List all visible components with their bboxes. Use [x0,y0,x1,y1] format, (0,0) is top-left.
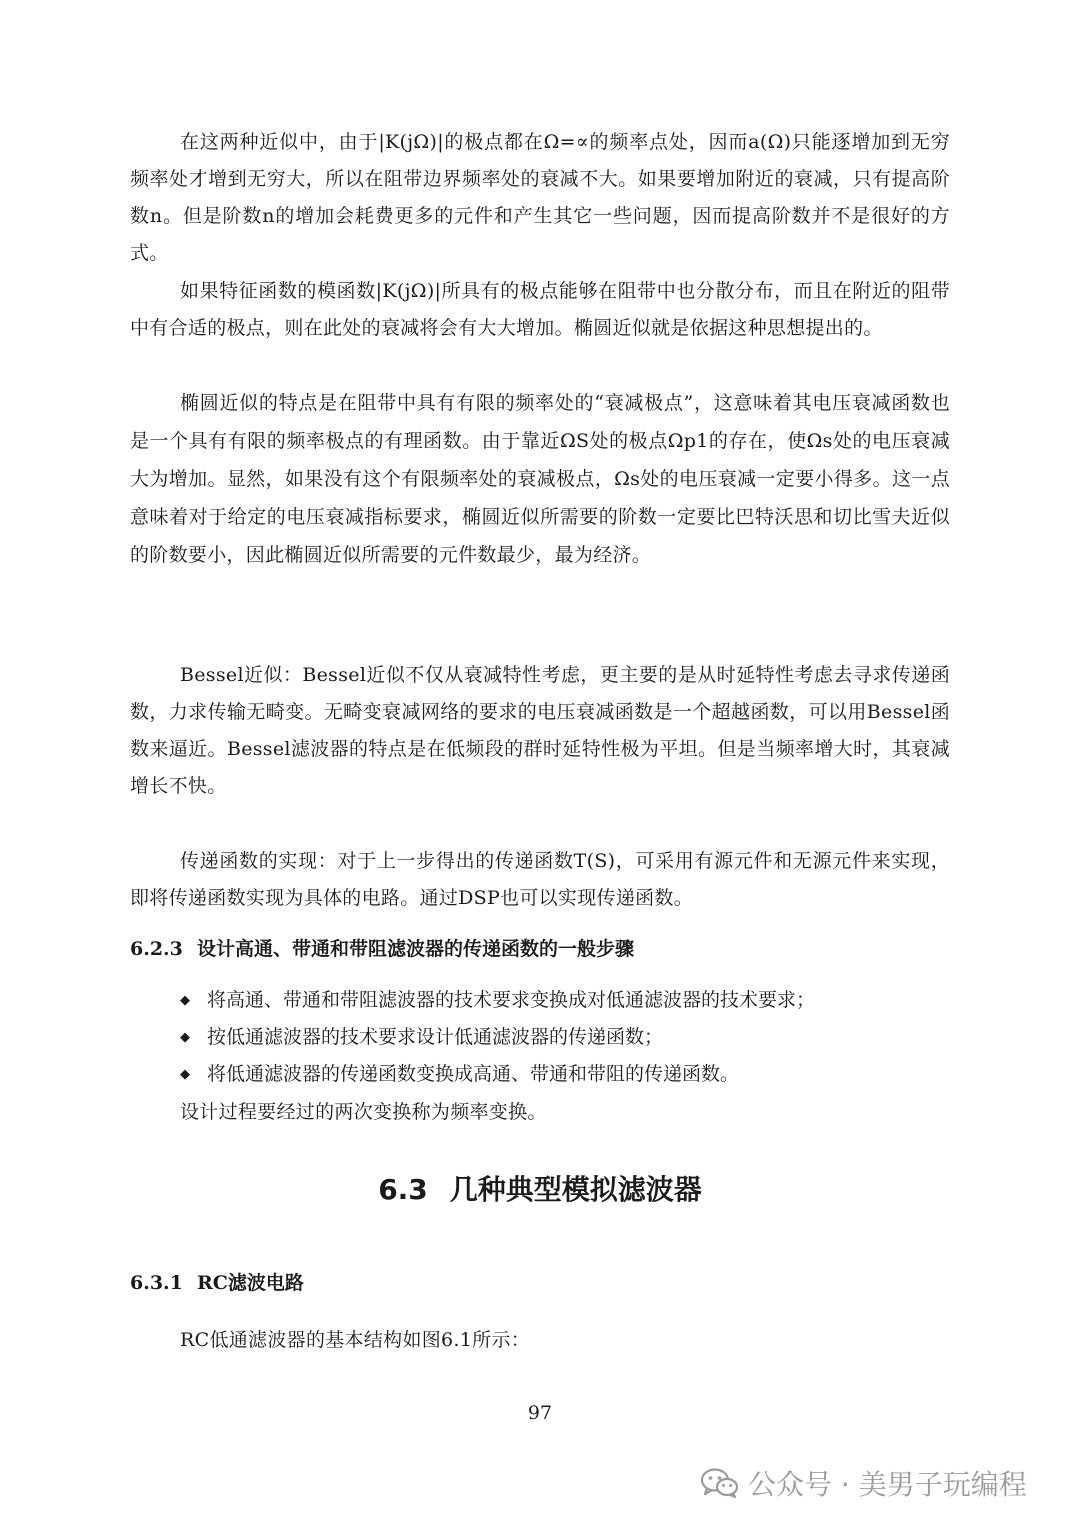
section-title: 设计高通、带通和带阻滤波器的传递函数的一般步骤 [197,938,635,960]
list-item-text: 按低通滤波器的技术要求设计低通滤波器的传递函数； [207,1026,664,1048]
paragraph-characteristic-function: 如果特征函数的模函数|K(jΩ)|所具有的极点能够在阻带中也分散分布，而且在附近的阻带中有合适的极点，则在此处的衰减将会有大大增加。椭圆近似就是依据这种思想提出的。 [130,280,950,339]
section-number: 6.3.1 [130,1272,183,1294]
watermark [700,1463,1027,1503]
paragraph-frequency-transformation: 设计过程要经过的两次变换称为频率变换。 [180,1101,547,1123]
steps-list [180,982,815,1093]
section-heading-6-2-3 [130,934,634,961]
paragraph-elliptic-approximation: 椭圆近似的特点是在阻带中具有有限的频率处的“衰减极点”，这意味着其电压衰减函数也是一个具有有限的频率极点的有理函数。由于靠近ΩS处的极点Ωp1的存在，使Ωs处的电压衰减大为增加。显然，如果没有这个有限频率处的衰减极点，Ωs处的电压衰减一定要小得多。这一点意味着对于给定的电压衰减指标要求，椭圆近似所需要的阶数一定要比巴特沃思和切比雪夫近似的阶数要小，因此椭圆近似所需要的元件数最少，最为经济。 [130,392,950,566]
paragraph-rc-lowpass-intro: RC低通滤波器的基本结构如图6.1所示： [180,1329,531,1351]
list-item [180,1056,815,1093]
list-item [180,982,815,1019]
diamond-bullet-icon: ◆ [180,993,190,1008]
list-item-text: 将高通、带通和带阻滤波器的技术要求变换成对低通滤波器的技术要求； [207,989,816,1011]
wechat-icon [700,1468,740,1498]
chapter-number: 6.3 [378,1173,428,1206]
diamond-bullet-icon: ◆ [180,1067,190,1082]
list-item-text: 将低通滤波器的传递函数变换成高通、带通和带阻的传递函数。 [207,1063,740,1085]
section-title: RC滤波电路 [197,1272,304,1294]
section-heading-6-3-1 [130,1268,304,1295]
chapter-heading-6-3 [0,1168,1080,1208]
paragraph-transfer-function-realization: 传递函数的实现：对于上一步得出的传递函数T(S)，可采用有源元件和无源元件来实现，即将传递函数实现为具体的电路。通过DSP也可以实现传递函数。 [130,850,950,909]
paragraph-approximation-poles: 在这两种近似中，由于|K(jΩ)|的极点都在Ω=∝的频率点处，因而a(Ω)只能逐增加到无穷频率处才增到无穷大，所以在阻带边界频率处的衰减不大。如果要增加附近的衰减，只有提高阶数n。但是阶数n的增加会耗费更多的元件和产生其它一些问题，因而提高阶数并不是很好的方式。 [130,131,950,264]
watermark-text: 公众号 · 美男子玩编程 [748,1468,1027,1501]
diamond-bullet-icon: ◆ [180,1030,190,1045]
page-number: 97 [527,1402,553,1424]
chapter-title: 几种典型模拟滤波器 [449,1173,702,1206]
section-number: 6.2.3 [130,938,183,960]
paragraph-bessel-approximation: Bessel近似：Bessel近似不仅从衰减特性考虑，更主要的是从时延特性考虑去寻求传递函数，力求传输无畸变。无畸变衰减网络的要求的电压衰减函数是一个超越函数，可以用Bessel函数来逼近。Bessel滤波器的特点是在低频段的群时延特性极为平坦。但是当频率增大时，其衰减增长不快。 [130,664,950,797]
list-item [180,1019,815,1056]
